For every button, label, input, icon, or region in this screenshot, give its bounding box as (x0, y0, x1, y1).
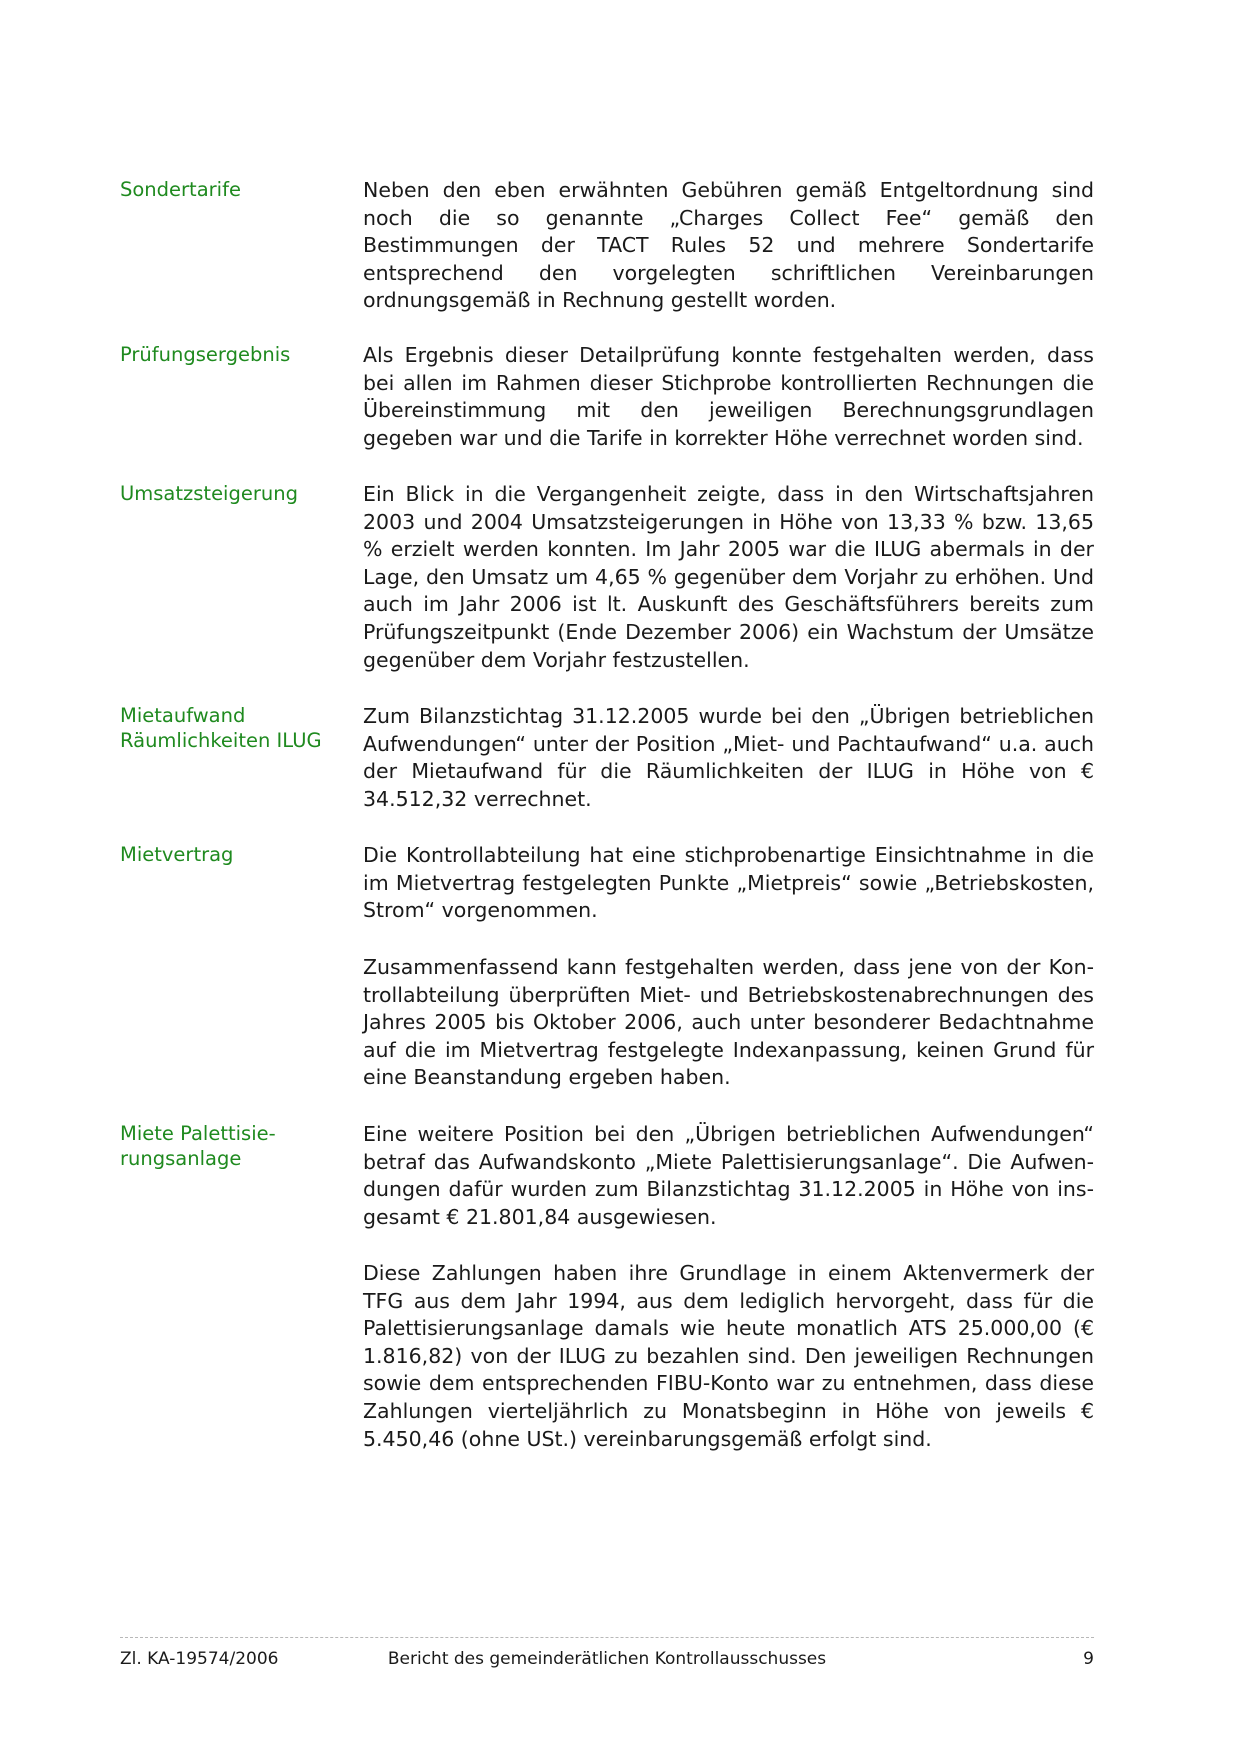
paragraph: Zusammenfassend kann festgehalten werden, dass jene von der Kontrollabteilung überprüften Miet- und Betriebskostenabrechnungen des Jahres 2005 bis Oktober 2006, auch unter besonderer Bedachtnahme auf die im Mietvertrag festgelegte Indexanpassung, keinen Grund für eine Beanstandung ergeben haben. (363, 955, 1094, 1090)
footer-divider (120, 1637, 1094, 1638)
paragraph: Die Kontrollabteilung hat eine stichprobenartige Einsichtnahme in die im Mietvertrag festgelegten Punkte „Mietpreis“ sowie „Betriebskosten, Strom“ vorgenommen. (363, 843, 1094, 923)
paragraph: Zum Bilanzstichtag 31.12.2005 wurde bei den „Übrigen betrieblichen Aufwendungen“ unter der Position „Miet- und Pachtaufwand“ u.a. auch der Mietaufwand für die Räumlichkeiten der ILUG in Höhe von € 34.512,32 verrechnet. (363, 704, 1094, 811)
margin-label: Sondertarife (120, 178, 241, 201)
paragraph: Eine weitere Position bei den „Übrigen betrieblichen Aufwendungen“ betraf das Aufwandskonto „Miete Palettisierungsanlage“. Die Aufwendungen dafür wurden zum Bilanzstichtag 31.12.2005 in Höhe von insgesamt € 21.801,84 ausgewiesen. (363, 1122, 1094, 1229)
margin-label: Umsatzsteigerung (120, 482, 298, 505)
paragraph: Ein Blick in die Vergangenheit zeigte, dass in den Wirtschaftsjahren 2003 und 2004 Umsatzsteigerungen in Höhe von 13,33 % bzw. 13,65 % erzielt werden konnten. Im Jahr 2005 war die ILUG abermals in der Lage, den Umsatz um 4,65 % gegenüber dem Vorjahr zu erhöhen. Und auch im Jahr 2006 ist lt. Auskunft des Geschäftsführers bereits zum Prüfungszeitpunkt (Ende Dezember 2006) ein Wachstum der Umsätze gegenüber dem Vorjahr festzustellen. (363, 482, 1094, 672)
margin-label: Prüfungsergebnis (120, 343, 291, 366)
footer-reference: Zl. KA-19574/2006 (120, 1649, 279, 1669)
paragraph: Als Ergebnis dieser Detailprüfung konnte festgehalten werden, dass bei allen im Rahmen dieser Stichprobe kontrollierten Rechnungen die Übereinstimmung mit den jeweiligen Berechnungsgrundlagen gegeben war und die Tarife in korrekter Höhe verrechnet worden sind. (363, 343, 1094, 450)
page-number: 9 (1083, 1649, 1094, 1669)
footer-title: Bericht des gemeinderätlichen Kontrollausschusses (387, 1649, 827, 1669)
margin-label: Miete Palettisie- rungsanlage (120, 1122, 276, 1170)
margin-label: Mietvertrag (120, 843, 234, 866)
paragraph: Neben den eben erwähnten Gebühren gemäß Entgeltordnung sind noch die so genannte „Charges Collect Fee“ gemäß den Bestimmungen der TACT Rules 52 und mehrere Sondertarife entsprechend den vorgelegten schriftlichen Vereinbarungen ordnungsgemäß in Rechnung gestellt worden. (363, 178, 1094, 313)
paragraph: Diese Zahlungen haben ihre Grundlage in einem Aktenvermerk der TFG aus dem Jahr 1994, aus dem lediglich hervorgeht, dass für die Palettisierungsanlage damals wie heute monatlich ATS 25.000,00 (€ 1.816,82) von der ILUG zu bezahlen sind. Den jeweiligen Rechnungen sowie dem entsprechenden FIBU-Konto war zu entnehmen, dass diese Zahlungen vierteljährlich zu Monatsbeginn in Höhe von jeweils € 5.450,46 (ohne USt.) vereinbarungsgemäß erfolgt sind. (363, 1261, 1094, 1451)
margin-label: Mietaufwand Räumlichkeiten ILUG (120, 704, 322, 752)
